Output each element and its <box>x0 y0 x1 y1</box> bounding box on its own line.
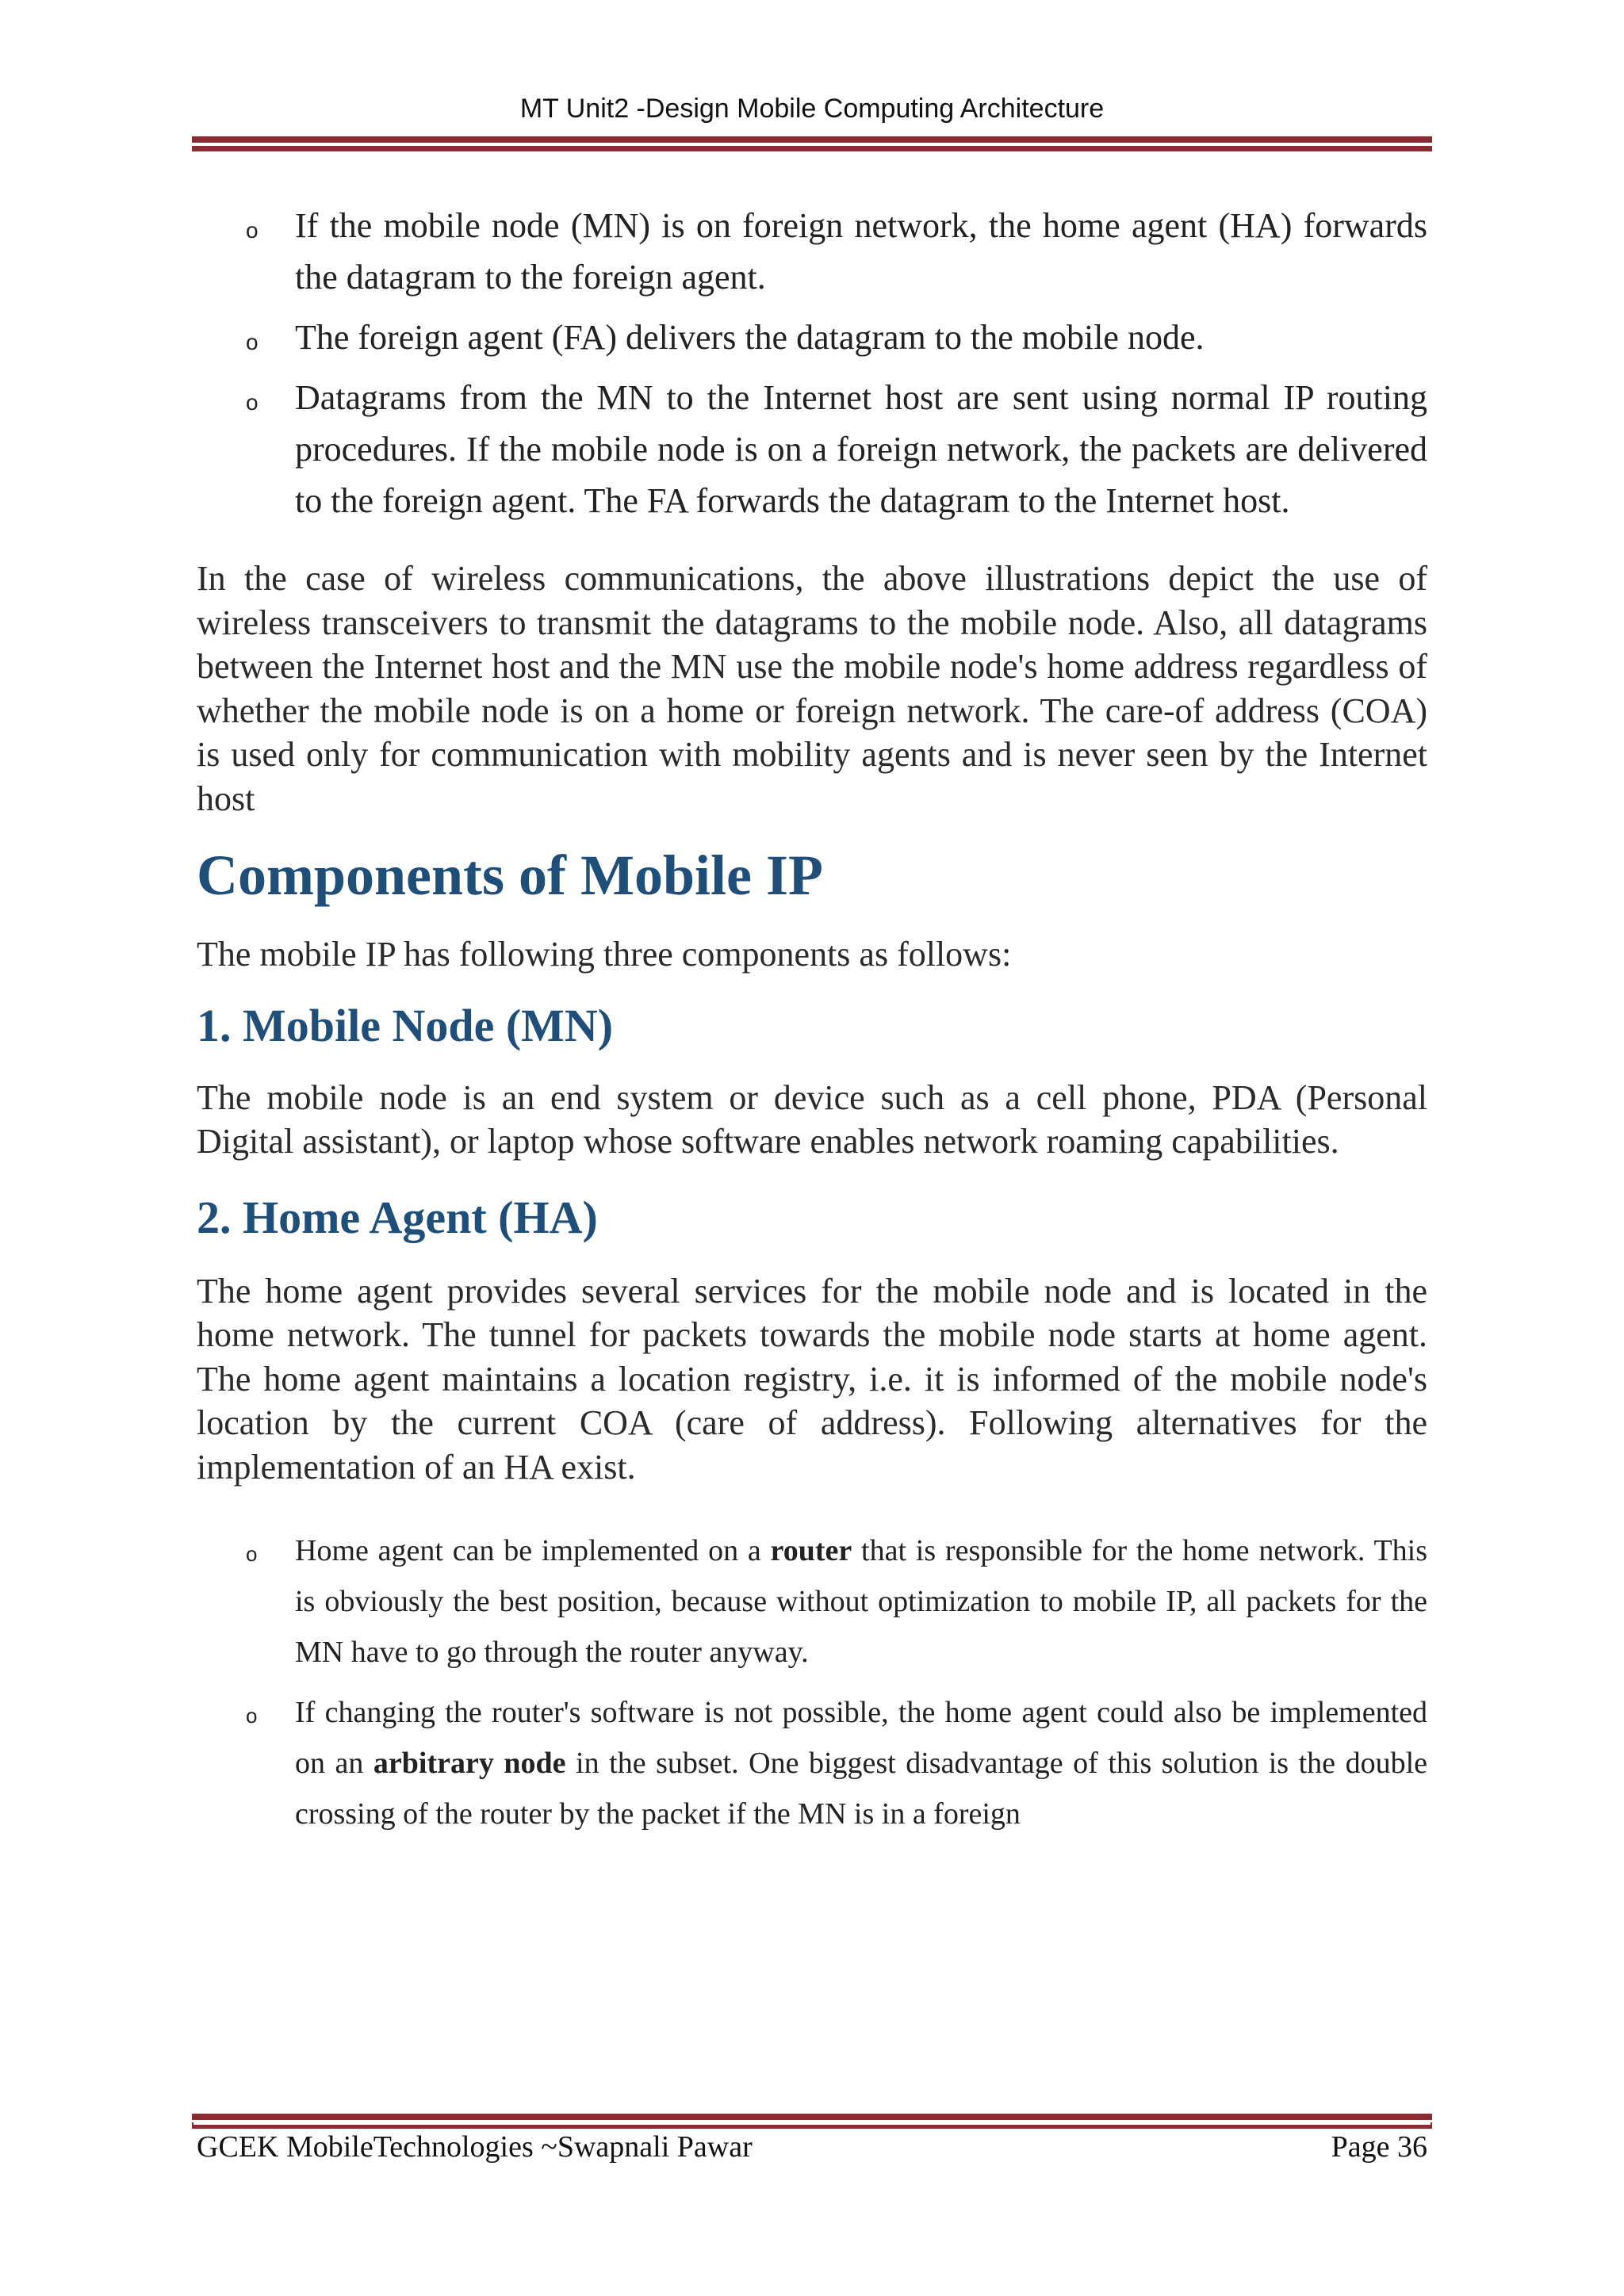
bullet-icon: o <box>246 390 259 415</box>
list-item-text: If the mobile node (MN) is on foreign network, the home agent (HA) forwards the datagram to the foreign agent. <box>295 206 1427 297</box>
intro-paragraph: In the case of wireless communications, the above illustrations depict the use of wireless transceivers to transmit the datagrams to the mobile node. Also, all datagrams between the Internet host and the MN use the mobile node's home address regardless of whether the mobile node is on a home or foreign network. The care-of address (COA) is used only for communication with mobility agents and is never seen by the Internet host <box>197 559 1427 818</box>
bullet-icon: o <box>246 1542 258 1566</box>
list-item-bold: router <box>770 1534 852 1567</box>
header-rule <box>192 136 1432 146</box>
bullet-icon: o <box>246 218 259 243</box>
list-item-text-after: that is responsible for the home network. This is obviously the best position, because without optimization to mobile IP, all packets for the MN have to go through the router anyway. <box>295 1534 1427 1669</box>
footer-rule <box>192 2114 1432 2120</box>
page-header-title: MT Unit2 -Design Mobile Computing Architecture <box>519 94 1105 124</box>
list-item-text-after: in the subset. One biggest disadvantage of this solution is the double crossing of the router by the packet if the MN is in a foreign <box>295 1747 1427 1831</box>
list-item-bold: arbitrary node <box>373 1747 566 1780</box>
subheading-mobile-node: 1. Mobile Node (MN) <box>197 999 614 1051</box>
list-item-text-before: If changing the router's software is not possible, the home agent could also be implemented on an <box>295 1696 1427 1780</box>
section-heading: Components of Mobile IP <box>197 844 823 907</box>
list-item-text-before: Home agent can be implemented on a <box>295 1534 771 1567</box>
list-item-text: Datagrams from the MN to the Internet host are sent using normal IP routing procedures. If the mobile node is on a foreign network, the packets are delivered to the foreign agent. The FA forwards the datagram to the Internet host. <box>295 378 1427 520</box>
list-item <box>197 372 1427 526</box>
section-lead: The mobile IP has following three components as follows: <box>197 935 1012 974</box>
top-bullet-list <box>197 200 1427 526</box>
bullet-icon: o <box>246 330 259 354</box>
list-item-text: The foreign agent (FA) delivers the datagram to the mobile node. <box>295 318 1205 357</box>
mobile-node-paragraph: The mobile node is an end system or device such as a cell phone, PDA (Personal Digital assistant), or laptop whose software enables network roaming capabilities. <box>197 1077 1427 1161</box>
page-content <box>197 200 1427 1849</box>
home-agent-list <box>197 1525 1427 1839</box>
list-item <box>197 312 1427 363</box>
list-item <box>197 1525 1427 1678</box>
subheading-home-agent: 2. Home Agent (HA) <box>197 1191 598 1243</box>
page-number: Page 36 <box>1331 2130 1427 2164</box>
list-item <box>197 1687 1427 1839</box>
home-agent-paragraph: The home agent provides several services for the mobile node and is located in the home network. The tunnel for packets towards the mobile node starts at home agent. The home agent maintains a location registry, i.e. it is informed of the mobile node's location by the current COA (care of address). Following alternatives for the implementation of an HA exist. <box>197 1271 1427 1487</box>
bullet-icon: o <box>246 1704 258 1728</box>
list-item <box>197 200 1427 303</box>
footer-author: GCEK MobileTechnologies ~Swapnali Pawar <box>197 2130 753 2164</box>
